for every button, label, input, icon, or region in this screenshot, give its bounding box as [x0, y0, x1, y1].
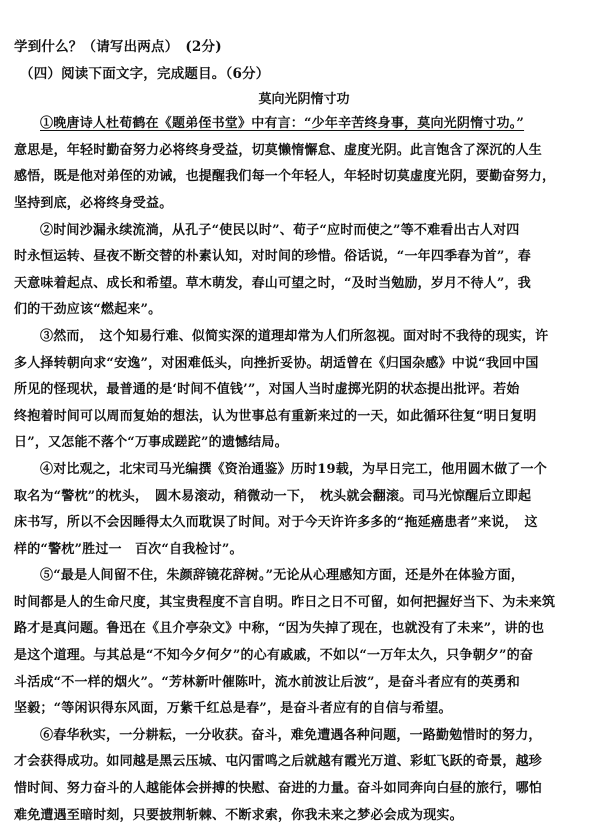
- paragraph-line: 感悟，既是他对弟侄的劝诫，也提醒我们每一个年轻人，年轻时切莫虚度光阴，要勤奋努力，: [14, 169, 556, 185]
- paragraph-line: ①晚唐诗人杜荀鹤在《题弟侄书堂》中有言：“少年辛苦终身事，莫向光阴惰寸功。”: [40, 116, 525, 132]
- paragraph-line: 难免遭遇至暗时刻，只要披荆斩棘、不断求索，你我未来之梦必会成为现实。: [14, 807, 463, 823]
- question-line: 学到什么？（请写出两点） (2分): [14, 39, 222, 55]
- paragraph-line: ⑥春华秋实，一分耕耘，一分收获。奋斗，难免遭遇各种问题，一路勤勉惜时的努力，: [40, 727, 542, 743]
- paragraph-line: 路才是真问题。鲁迅在《且介亭杂文》中称，“因为失掉了现在，也就没有了未来”，讲的也: [14, 621, 545, 637]
- paragraph-line: 所见的怪现状，最普通的是‘时间不值钱’”，对国人当时虚掷光阴的状态提出批评。若始: [14, 382, 520, 398]
- paragraph-line: 坚毅；“等闲识得东风面，万紫千红总是春”，是奋斗者应有的自信与希望。: [14, 701, 452, 717]
- article-title: 莫向光阴惰寸功: [258, 92, 350, 108]
- paragraph-line: ③然而， 这个知易行难、似简实深的道理却常为人们所忽视。面对时不我待的现实，许: [40, 328, 549, 344]
- paragraph-line: 斗活成“不一样的烟火”。“芳林新叶催陈叶，流水前波让后波”，是奋斗者应有的英勇和: [14, 674, 520, 690]
- paragraph-line: 天意味着起点、成长和希望。草木萌发，春山可望之时，“及时当勉励，岁月不待人”，我: [14, 275, 531, 291]
- paragraph-line: ②时间沙漏永续流淌，从孔子“使民以时”、荀子“应时而使之”等不难看出古人对四: [40, 222, 520, 238]
- paragraph-line: 床书写，所以不会因睡得太久而耽误了时间。对于今天许许多多的“拖延癌患者”来说， 这: [14, 515, 538, 531]
- paragraph-line: 惜时间、努力奋斗的人越能体会拼搏的快慰、奋进的力量。奋斗如同奔向白昼的旅行，哪怕: [14, 781, 543, 797]
- paragraph-line: 时永恒运转、昼夜不断交替的朴素认知，对时间的珍惜。俗话说，“一年四季春为首”，春: [14, 249, 531, 265]
- paragraph-line: ⑤“最是人间留不住，朱颜辞镜花辞树。”无论从心理感知方面，还是外在体验方面，: [40, 568, 525, 584]
- paragraph-line: 终抱着时间可以周而复始的想法，认为世事总有重新来过的一天，如此循环往复“明日复明: [14, 408, 537, 424]
- paragraph-line: 样的“警枕”胜过一 百次“自我检讨”。: [14, 541, 243, 557]
- paragraph-line: 取名为“警枕”的枕头， 圆木易滚动，稍微动一下， 枕头就会翻滚。司马光惊醒后立即起: [14, 488, 532, 504]
- paragraph-line: 多人择转朝向求“安逸”，对困难低头，向挫折妥协。胡适曾在《归国杂感》中说“我回中国: [14, 355, 539, 371]
- paragraph-line: 才会获得成功。如同越是黑云压城、屯闪雷鸣之后就越有霞光万道、彩虹飞跃的奇景，越珍: [14, 754, 543, 770]
- paragraph-line: 们的干劲应该“燃起来”。: [14, 302, 162, 318]
- paragraph-line: 意思是，年轻时勤奋努力必将终身受益，切莫懒惰懈怠、虚度光阴。此言饱含了深沉的人生: [14, 142, 543, 158]
- section-heading: （四）阅读下面文字，完成题目。（6分）: [20, 65, 270, 82]
- paragraph-line: 时间都是人的生命尺度，其宝贵程度不言自明。昨日之日不可留，如何把握好当下、为未来筑: [14, 594, 556, 610]
- paragraph-line: 是这个道理。与其总是“不知今夕何夕”的心有戚戚，不如以“一万年太久，只争朝夕”的奋: [14, 648, 534, 664]
- paragraph-line: 坚持到底，必将终身受益。: [14, 195, 173, 211]
- paragraph-line: ④对比观之，北宋司马光编撰《资治通鉴》历时19载，为早日完工，他用圆木做了一个: [40, 461, 547, 477]
- paragraph-line: 日”，又怎能不落个“万事成蹉跎”的遗憾结局。: [14, 435, 288, 451]
